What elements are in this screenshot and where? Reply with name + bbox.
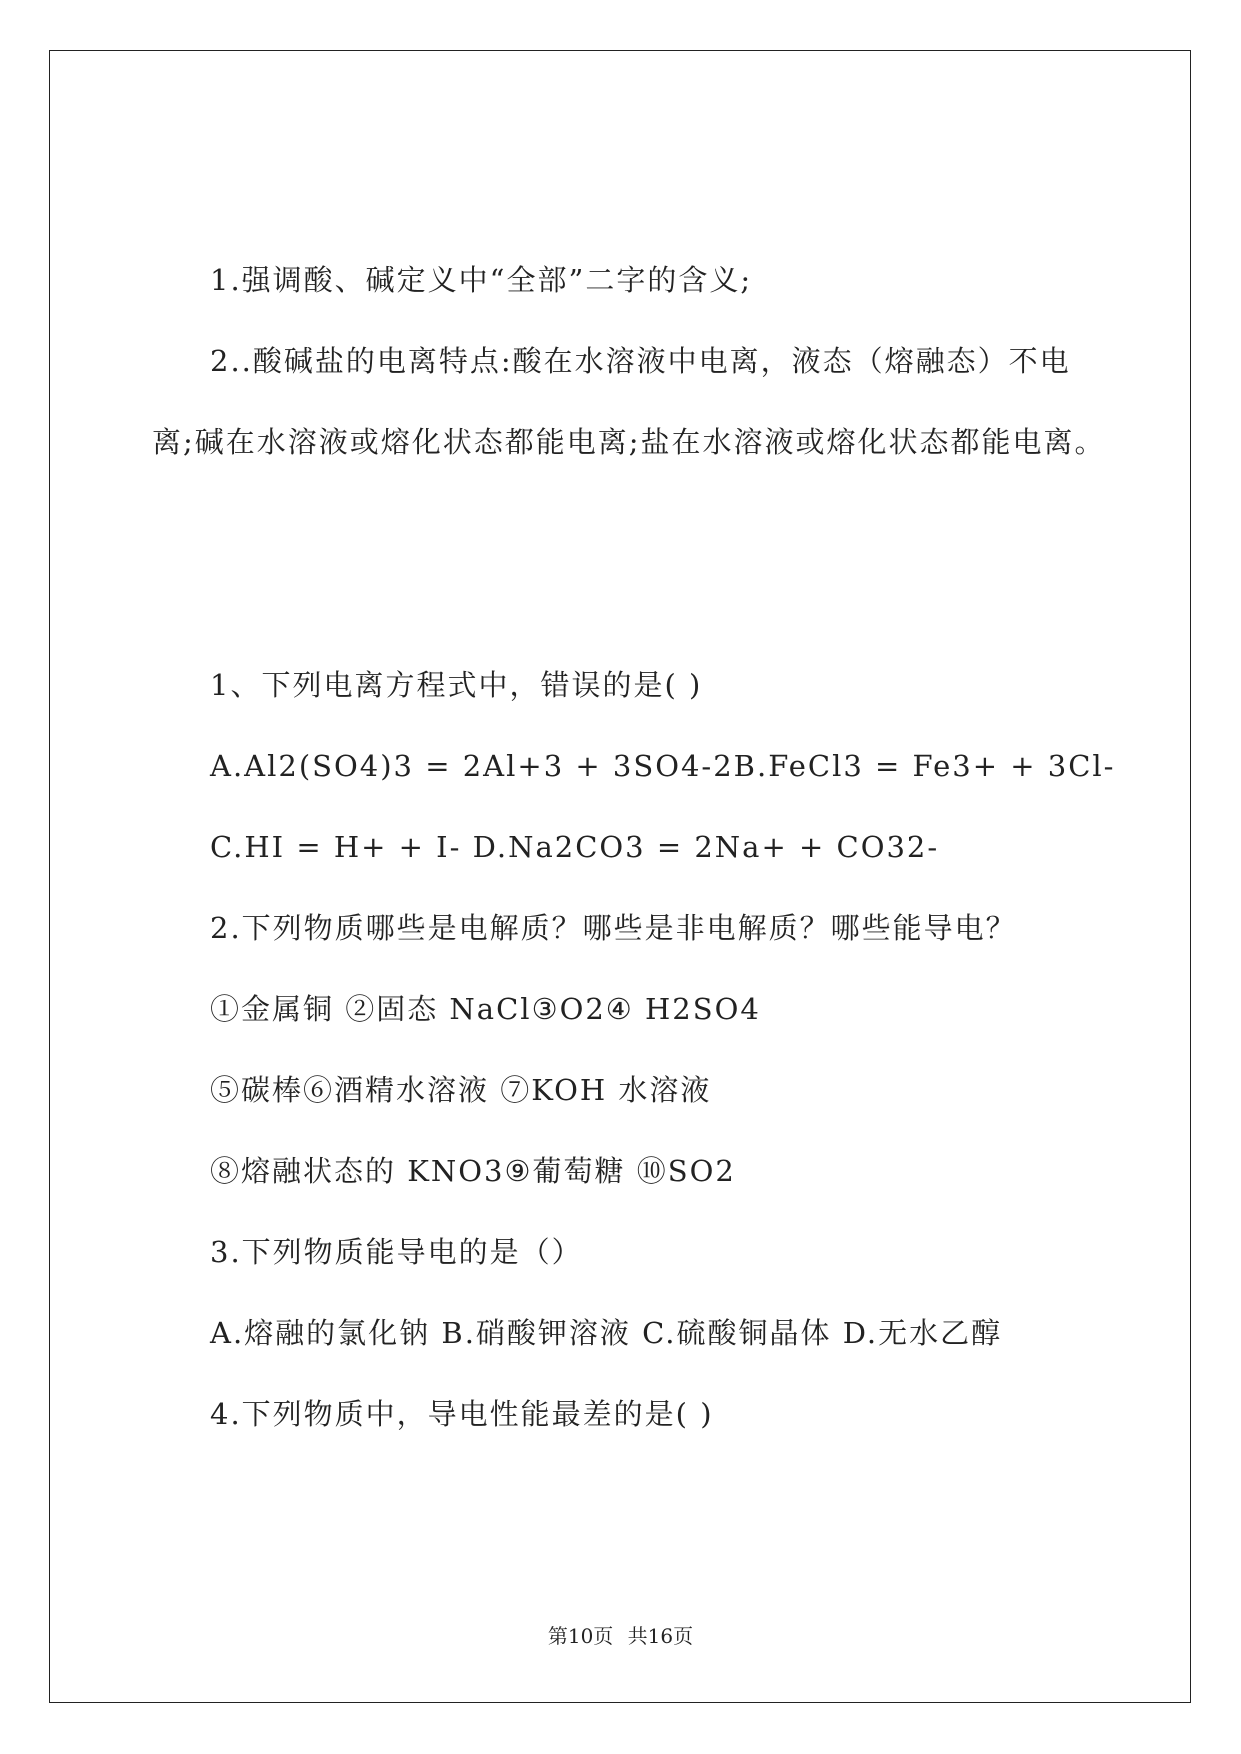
question-1-options-cd: C.HI = H+ + I- D.Na2CO3 = 2Na+ + CO32- <box>210 830 940 864</box>
question-4: 4.下列物质中，导电性能最差的是( ) <box>210 1397 714 1431</box>
page-number: 第10页 <box>547 1624 614 1648</box>
page-footer <box>0 1620 1241 1649</box>
page-total: 共16页 <box>627 1624 694 1648</box>
question-2-items-3: ⑧熔融状态的 KNO3⑨葡萄糖 ⑩SO2 <box>210 1154 736 1188</box>
question-3: 3.下列物质能导电的是（） <box>210 1235 583 1269</box>
question-2: 2.下列物质哪些是电解质？哪些是非电解质？哪些能导电？ <box>210 911 1017 945</box>
note-paragraph-2: 2..酸碱盐的电离特点:酸在水溶液中电离，液态（熔融态）不电离;碱在水溶液或熔化状态都能电离;盐在水溶液或熔化状态都能电离。 <box>152 344 1106 459</box>
question-2-items-1: ①金属铜 ②固态 NaCl③O2④ H2SO4 <box>210 992 761 1026</box>
question-1: 1、下列电离方程式中，错误的是( ) <box>210 668 703 702</box>
question-3-options: A.熔融的氯化钠 B.硝酸钾溶液 C.硫酸铜晶体 D.无水乙醇 <box>210 1316 1003 1350</box>
section-gap <box>152 483 1112 645</box>
question-1-options-ab: A.Al2(SO4)3 = 2Al+3 + 3SO4-2B.FeCl3 = Fe3+ + 3Cl- <box>210 749 1116 783</box>
document-body <box>152 240 1116 1455</box>
note-paragraph-1: 1.强调酸、碱定义中“全部”二字的含义; <box>210 263 753 297</box>
question-2-items-2: ⑤碳棒⑥酒精水溶液 ⑦KOH 水溶液 <box>210 1073 712 1107</box>
